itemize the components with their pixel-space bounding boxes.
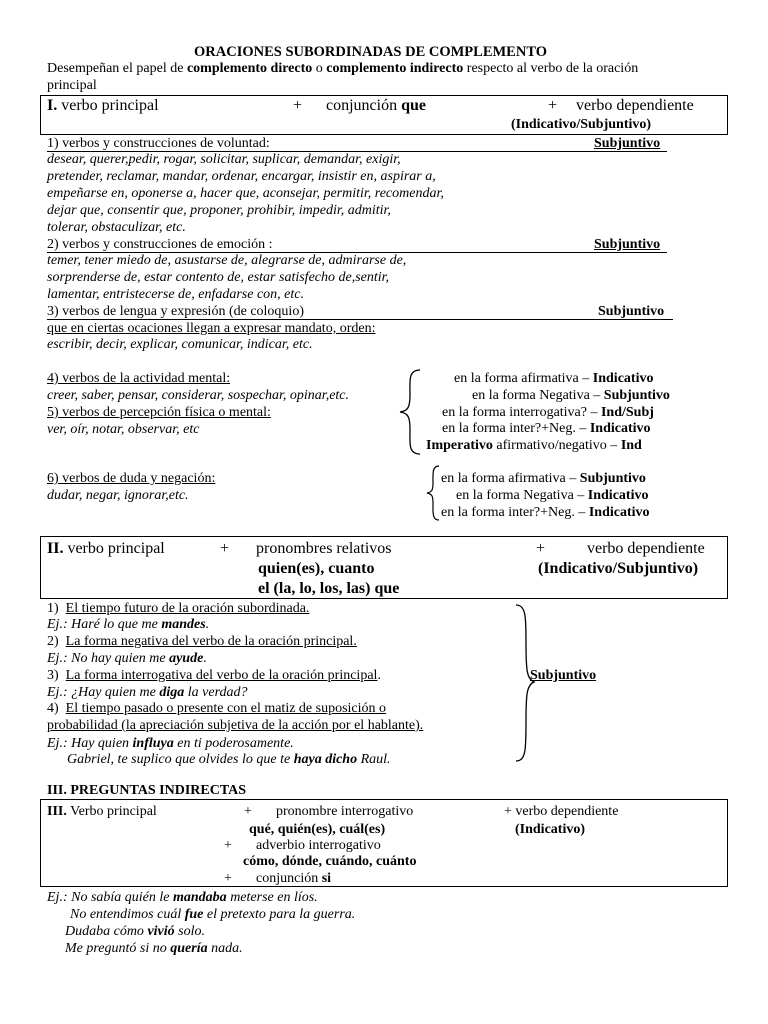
s2-item-1 <box>47 601 309 617</box>
group-1-heading: 1) verbos y construcciones de voluntad: <box>47 136 270 151</box>
group-1-line: desear, querer,pedir, rogar, solicitar, suplicar, demandar, exigir, <box>47 152 401 167</box>
group-2-heading: 2) verbos y construcciones de emoción : <box>47 237 273 252</box>
section-3-verbo <box>47 804 157 820</box>
example-verb: haya dicho <box>293 752 358 767</box>
section-1-conj-text: conjunción <box>326 97 402 114</box>
example-verb: ayude <box>169 651 204 666</box>
example-text: Ej.: Haré lo que me <box>47 617 162 632</box>
rule-pre: Imperativo <box>426 438 493 453</box>
plus-sign: + <box>224 838 232 853</box>
intro-text: Desempeñan el papel de <box>47 61 187 76</box>
intro-line-2: principal <box>47 78 97 93</box>
rule-mood: Indicativo <box>592 371 654 386</box>
example-verb: fue <box>184 907 204 922</box>
example-text: el pretexto para la guerra. <box>203 907 356 922</box>
section-2-rel2: el (la, lo, los, las) que <box>258 580 400 597</box>
example-text: solo. <box>174 924 205 939</box>
group-5-line: ver, oír, notar, observar, etc <box>47 422 200 437</box>
group-4-heading: 4) verbos de la actividad mental: <box>47 371 231 386</box>
plus-sign: + <box>536 540 546 557</box>
plus-sign: + <box>224 871 232 886</box>
rule-mood: Ind <box>620 438 642 453</box>
item-heading: El tiempo futuro de la oración subordinada. <box>65 601 310 616</box>
section-3-dep: + verbo dependiente <box>504 804 619 819</box>
item-heading-end: . <box>377 668 381 683</box>
s2-item-4 <box>47 701 386 717</box>
group-6-line: dudar, negar, ignorar,etc. <box>47 488 189 503</box>
example-text: . <box>203 651 207 666</box>
s2-item-2 <box>47 634 357 650</box>
rule-text: afirmativo/negativo – <box>492 438 621 453</box>
underline <box>47 319 673 320</box>
rule-6 <box>441 471 646 487</box>
example-text: Ej.: No hay quien me <box>47 651 170 666</box>
group-2-mood: Subjuntivo <box>594 237 661 252</box>
rule-45 <box>442 405 654 421</box>
intro-bold-ci: complemento indirecto <box>326 61 464 76</box>
rule-text: en la forma interrogativa? – <box>442 405 601 420</box>
rule-text: en la forma Negativa – <box>456 488 588 503</box>
rule-6 <box>456 488 648 504</box>
example-text: Ej.: Hay quien <box>47 736 133 751</box>
plus-sign: + <box>293 97 303 114</box>
section-1-que: que <box>401 97 426 114</box>
example-text: Me preguntó si no <box>65 941 171 956</box>
group-1-line: tolerar, obstaculizar, etc. <box>47 220 186 235</box>
section-2-verbo <box>47 540 165 558</box>
rule-text: en la forma inter?+Neg. – <box>442 421 590 436</box>
item-heading: La forma interrogativa del verbo de la oración principal <box>65 668 378 683</box>
section-3-numeral: III. <box>47 804 67 819</box>
group-1-line: dejar que, consentir que, proponer, prohibir, impedir, admitir, <box>47 203 391 218</box>
item-heading: El tiempo pasado o presente con el matiz de suposición o <box>65 701 387 716</box>
plus-sign: + <box>220 540 230 557</box>
section-1-mood: (Indicativo/Subjuntivo) <box>511 117 652 132</box>
example-text: la verdad? <box>184 685 248 700</box>
section-3-pron-list: qué, quién(es), cuál(es) <box>249 822 386 837</box>
group-2-line: sorprenderse de, estar contento de, estar satisfecho de,sentir, <box>47 270 390 285</box>
section-2-subjuntivo: Subjuntivo <box>530 668 597 683</box>
section-3-conj-text: conjunción <box>256 871 322 886</box>
section-1-conj <box>326 97 426 115</box>
rule-mood: Subjuntivo <box>579 471 646 486</box>
group-4-line: creer, saber, pensar, considerar, sospechar, opinar,etc. <box>47 388 350 403</box>
s2-item-3 <box>47 668 381 684</box>
example-verb: mandes <box>161 617 206 632</box>
s2-example-1 <box>47 617 209 633</box>
group-1-mood: Subjuntivo <box>594 136 661 151</box>
rule-mood: Subjuntivo <box>603 388 670 403</box>
section-3-conj <box>256 871 331 887</box>
rule-text: en la forma inter?+Neg. – <box>441 505 589 520</box>
group-5-heading: 5) verbos de percepción física o mental: <box>47 405 271 420</box>
s3-example-1 <box>47 890 318 906</box>
section-1-verbo <box>47 97 159 115</box>
s2-example-2 <box>47 651 207 667</box>
group-2-line: lamentar, entristecerse de, enfadarse con, etc. <box>47 287 304 302</box>
rule-mood: Indicativo <box>589 421 651 436</box>
example-verb: diga <box>159 685 185 700</box>
group-3-heading: 3) verbos de lengua y expresión (de coloquio) <box>47 304 304 319</box>
intro-text: o <box>312 61 327 76</box>
example-text: Ej.: ¿Hay quien me <box>47 685 160 700</box>
section-1-verbo-text: verbo principal <box>57 97 159 114</box>
rule-45 <box>472 388 670 404</box>
example-text: meterse en líos. <box>226 890 318 905</box>
rule-45 <box>426 438 642 454</box>
plus-sign: + <box>244 804 252 819</box>
example-text: Ej.: No sabía quién le <box>47 890 173 905</box>
example-text: . <box>205 617 210 632</box>
section-3-si: si <box>321 871 332 886</box>
plus-sign: + <box>548 97 558 114</box>
item-heading: La forma negativa del verbo de la oración principal. <box>65 634 357 649</box>
rule-45 <box>454 371 653 387</box>
section-1-dep: verbo dependiente <box>576 97 694 114</box>
example-verb: influya <box>132 736 174 751</box>
s2-item-4-cont: probabilidad (la apreciación subjetiva de la acción por el hablante). <box>47 718 424 733</box>
example-text: Dudaba cómo <box>65 924 148 939</box>
section-2-mood: (Indicativo/Subjuntivo) <box>538 560 699 577</box>
example-verb: mandaba <box>173 890 227 905</box>
intro-text: respecto al verbo de la oración <box>463 61 639 76</box>
example-text: No entendimos cuál <box>70 907 185 922</box>
section-3-heading: III. PREGUNTAS INDIRECTAS <box>47 783 247 798</box>
group-2-line: temer, tener miedo de, asustarse de, alegrarse de, admirarse de, <box>47 253 407 268</box>
example-verb: vivió <box>147 924 175 939</box>
section-2-pron: pronombres relativos <box>256 540 392 557</box>
rule-text: en la forma afirmativa – <box>441 471 580 486</box>
section-2-numeral: II. <box>47 540 64 557</box>
rule-mood: Ind/Subj <box>600 405 654 420</box>
group-1-line: pretender, reclamar, mandar, ordenar, encargar, insistir en, aspirar a, <box>47 169 436 184</box>
section-2-rel1: quien(es), cuanto <box>258 560 375 577</box>
section-3-pron: pronombre interrogativo <box>276 804 414 819</box>
group-3-sub: que en ciertas ocaciones llegan a expresar mandato, orden: <box>47 321 376 336</box>
item-number: 4) <box>47 701 59 716</box>
item-number: 3) <box>47 668 59 683</box>
example-text: Raul. <box>357 752 391 767</box>
page-title: ORACIONES SUBORDINADAS DE COMPLEMENTO <box>194 44 548 60</box>
rule-45 <box>442 421 651 437</box>
section-3-adv: adverbio interrogativo <box>256 838 381 853</box>
section-2-dep: verbo dependiente <box>587 540 705 557</box>
s3-example-3 <box>65 924 205 940</box>
rule-mood: Indicativo <box>587 488 649 503</box>
group-3-mood: Subjuntivo <box>598 304 665 319</box>
s3-example-4 <box>65 941 243 957</box>
group-1-line: empeñarse en, oponerse a, hacer que, aconsejar, permitir, recomendar, <box>47 186 444 201</box>
s3-example-2 <box>70 907 355 923</box>
item-number: 2) <box>47 634 59 649</box>
example-verb: quería <box>170 941 208 956</box>
group-3-line: escribir, decir, explicar, comunicar, indicar, etc. <box>47 337 313 352</box>
example-text: en ti poderosamente. <box>173 736 294 751</box>
example-text: Gabriel, te suplico que olvides lo que te <box>67 752 294 767</box>
rule-6 <box>441 505 650 521</box>
intro-bold-cd: complemento directo <box>186 61 313 76</box>
rule-mood: Indicativo <box>588 505 650 520</box>
section-3-adv-list: cómo, dónde, cuándo, cuánto <box>243 854 417 869</box>
intro-line <box>47 61 638 77</box>
item-number: 1) <box>47 601 59 616</box>
section-1-numeral: I. <box>47 97 58 114</box>
s2-example-5 <box>67 752 391 768</box>
s2-example-4 <box>47 736 294 752</box>
curly-brace-icon <box>424 464 442 522</box>
section-2-verbo-text: verbo principal <box>63 540 165 557</box>
section-3-verbo-text: Verbo principal <box>66 804 157 819</box>
curly-brace-icon <box>396 367 426 457</box>
rule-text: en la forma afirmativa – <box>454 371 593 386</box>
rule-text: en la forma Negativa – <box>472 388 604 403</box>
section-3-mood: (Indicativo) <box>515 822 585 837</box>
example-text: nada. <box>207 941 243 956</box>
group-6-heading: 6) verbos de duda y negación: <box>47 471 216 486</box>
s2-example-3 <box>47 685 248 701</box>
